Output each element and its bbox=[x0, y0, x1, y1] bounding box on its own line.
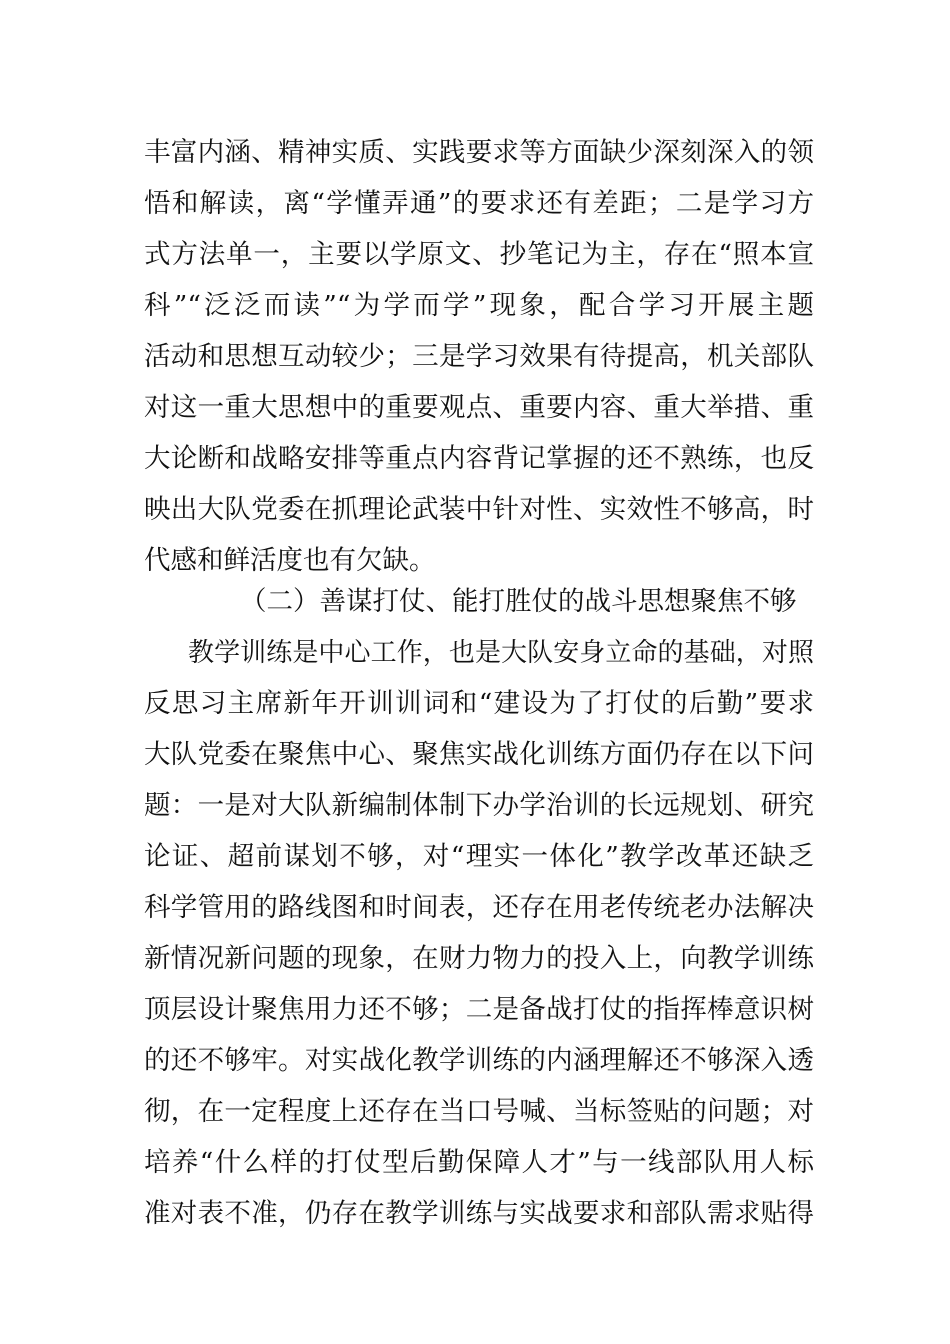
paragraph-1-line-1: 丰富内涵、精神实质、实践要求等方面缺少深刻深入的领 bbox=[144, 137, 814, 168]
paragraph-1-line-4: 科”“泛泛而读”“为学而学”现象，配合学习开展主题 bbox=[144, 290, 814, 321]
paragraph-2-line-7: 新情况新问题的现象，在财力物力的投入上，向教学训练 bbox=[144, 943, 814, 974]
paragraph-1-line-6: 对这一重大思想中的重要观点、重要内容、重大举措、重 bbox=[144, 392, 814, 423]
paragraph-2-line-4: 题：一是对大队新编制体制下办学治训的长远规划、研究 bbox=[144, 790, 814, 821]
paragraph-2-line-12: 准对表不准，仍存在教学训练与实战要求和部队需求贴得 bbox=[144, 1198, 814, 1229]
paragraph-1-line-2: 悟和解读，离“学懂弄通”的要求还有差距；二是学习方 bbox=[144, 188, 814, 219]
paragraph-2-line-3: 大队党委在聚焦中心、聚焦实战化训练方面仍存在以下问 bbox=[144, 739, 814, 770]
paragraph-1-line-8: 映出大队党委在抓理论武装中针对性、实效性不够高，时 bbox=[144, 494, 814, 525]
paragraph-2-line-6: 科学管用的路线图和时间表，还存在用老传统老办法解决 bbox=[144, 892, 814, 923]
paragraph-1-line-7: 大论断和战略安排等重点内容背记掌握的还不熟练，也反 bbox=[144, 443, 814, 474]
paragraph-1-line-9: 代感和鲜活度也有欠缺。 bbox=[144, 545, 436, 576]
paragraph-2-line-1: 教学训练是中心工作，也是大队安身立命的基础，对照 bbox=[188, 638, 814, 668]
paragraph-2-line-2: 反思习主席新年开训训词和“建设为了打仗的后勤”要求 bbox=[144, 688, 814, 719]
paragraph-2-line-9: 的还不够牢。对实战化教学训练的内涵理解还不够深入透 bbox=[144, 1045, 814, 1076]
paragraph-2-line-8: 顶层设计聚焦用力还不够；二是备战打仗的指挥棒意识树 bbox=[144, 994, 814, 1025]
paragraph-1-line-5: 活动和思想互动较少；三是学习效果有待提高，机关部队 bbox=[144, 341, 814, 372]
section-heading-2: （二）善谋打仗、能打胜仗的战斗思想聚焦不够 bbox=[240, 586, 797, 617]
paragraph-1-line-3: 式方法单一，主要以学原文、抄笔记为主，存在“照本宣 bbox=[144, 239, 814, 270]
paragraph-2-line-11: 培养“什么样的打仗型后勤保障人才”与一线部队用人标 bbox=[144, 1147, 814, 1178]
paragraph-2-line-10: 彻，在一定程度上还存在当口号喊、当标签贴的问题；对 bbox=[144, 1096, 814, 1127]
paragraph-2-line-5: 论证、超前谋划不够，对“理实一体化”教学改革还缺乏 bbox=[144, 841, 814, 872]
